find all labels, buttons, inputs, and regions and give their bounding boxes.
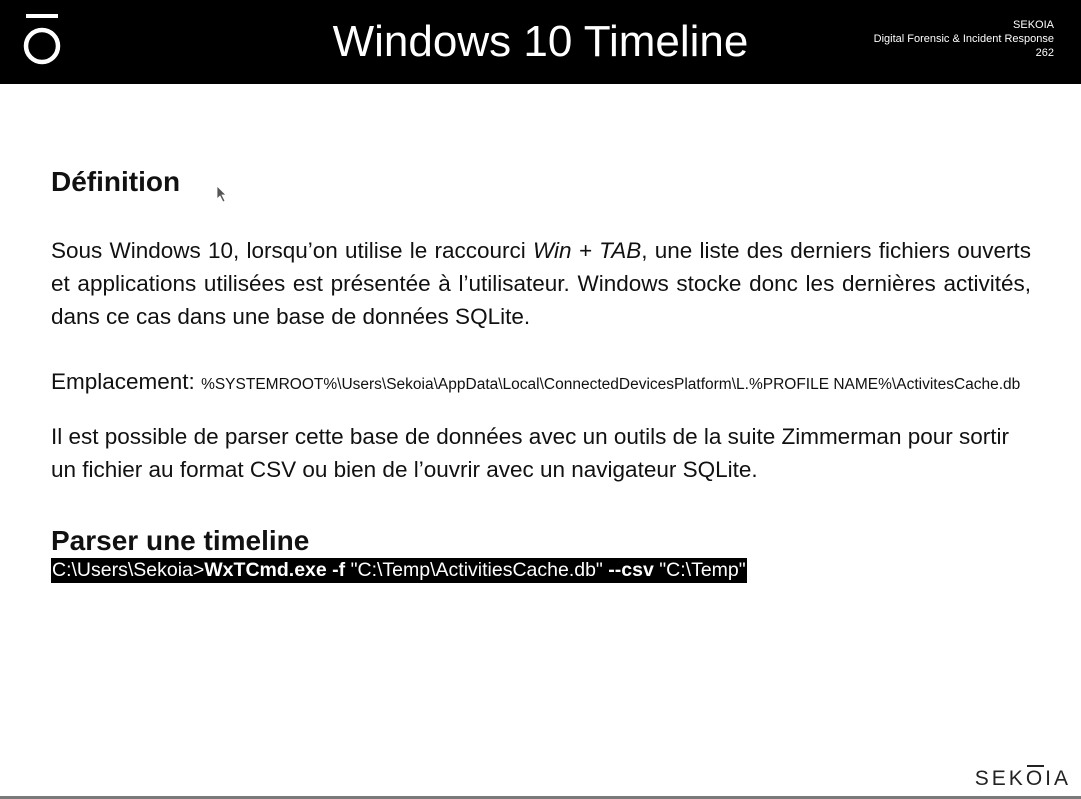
location-path: %SYSTEMROOT%\Users\Sekoia\AppData\Local\ConnectedDevicesPlatform\L.%PROFILE NAME%\ActivitesCache.db <box>201 376 1021 393</box>
parser-heading: Parser une timeline <box>51 525 310 556</box>
location-label: Emplacement: <box>51 369 202 394</box>
cmd-output-path: "C:\Temp" <box>659 559 746 581</box>
cmd-flag-f: -f <box>332 559 346 581</box>
parsing-paragraph: Il est possible de parser cette base de données avec un outils de la suite Zimmerman pour sortir un fichier au format CSV ou bien de l’ouvrir avec un navigateur SQLite. <box>51 424 1009 482</box>
definition-heading: Définition <box>51 166 181 197</box>
cmd-prompt: C:\Users\Sekoia> <box>52 559 205 581</box>
slide-title: Windows 10 Timeline <box>332 17 749 66</box>
cmd-flag-csv: --csv <box>608 559 654 581</box>
page-number: 262 <box>1035 47 1054 59</box>
shortcut-text: Win + TAB <box>533 238 642 263</box>
footer-brand-o: O <box>1025 767 1046 790</box>
cmd-exe: WxTCmd.exe <box>204 559 327 581</box>
slide-content <box>51 160 1031 583</box>
cmd-input-path: "C:\Temp\ActivitiesCache.db" <box>350 559 603 581</box>
definition-paragraph <box>51 234 1031 333</box>
header-meta <box>874 18 1054 60</box>
mouse-cursor-icon <box>216 185 228 203</box>
footer-brand-part1: SEK <box>974 767 1026 790</box>
footer-brand-part2: IA <box>1045 767 1071 790</box>
footer-brand-logo <box>975 767 1071 791</box>
command-line-block <box>51 558 1031 583</box>
slide-header <box>0 0 1081 84</box>
department-name: Digital Forensic & Incident Response <box>873 33 1054 45</box>
company-name: SEKOIA <box>1013 19 1054 31</box>
location-line <box>51 367 1031 400</box>
command-line <box>51 558 747 583</box>
definition-text-start: Sous Windows 10, lorsqu’on utilise le raccourci <box>51 238 534 263</box>
definition-text-end: , une liste des derniers fichiers ouverts et applications utilisées est présentée à l’utilisateur. Windows stocke donc les dernières activités, dans ce cas dans une base de données SQLite. <box>51 238 1031 329</box>
